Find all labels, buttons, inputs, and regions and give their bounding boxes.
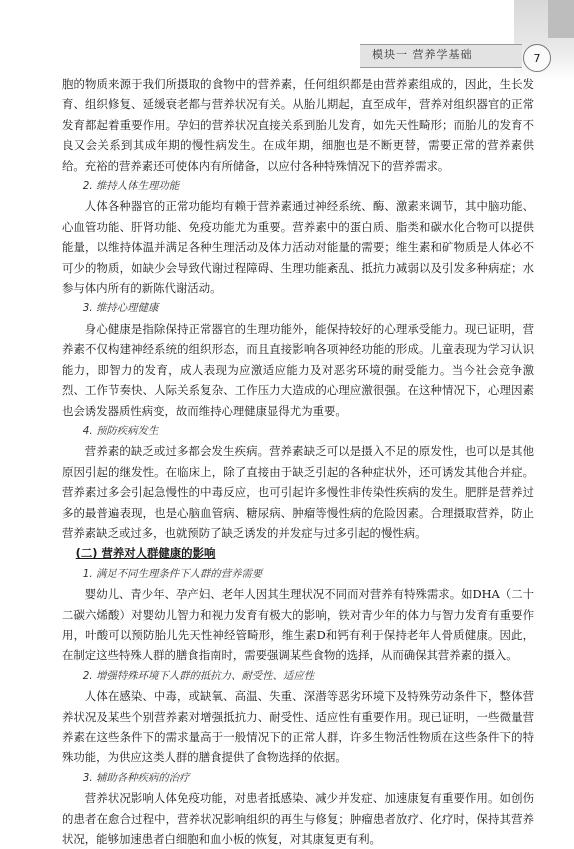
paragraph-s2: 人体在感染、中毒，或缺氧、高温、失重、深潜等恶劣环境下及特殊劳动条件下，整体营养状况及某些个别营养素对增强抵抗力、耐受性、适应性有重要作用。现已证明，一些微量营养素在这些条件下的需求量高于一般情况下的正常人群，许多生物活性物质在这些条件下的特殊功能，为供应这类人群的膳食提供了食物选择的依据。	[62, 689, 534, 765]
subheading-s2: 2. 增强特殊环境下人群的抵抗力、耐受性、适应性	[82, 669, 315, 682]
running-header: 模块一 营养学基础	[372, 48, 473, 61]
paragraph-4: 营养素的缺乏或过多都会发生疾病。营养素缺乏可以是摄入不足的原发性，也可以是其他原因引起的继发性。在临床上，除了直接由于缺乏引起的各种症状外，还可诱发其他合并症。营养素过多会引起急慢性的中毒反应，也可引起许多慢性非传染性疾病的发生。肥胖是营养过多的最普遍表现，也是心脑血管病、糖尿病、肿瘤等慢性病的危险因素。合理摄取营养，防止营养素缺乏或过多，也就预防了缺乏诱发的并发症与过多引起的慢性病。	[62, 444, 534, 540]
paragraph-2: 人体各种器官的正常功能均有赖于营养素通过神经系统、酶、激素来调节，其中脑功能、心血管功能、肝肾功能、免疫功能尤为重要。营养素中的蛋白质、脂类和碳水化合物可以提供能量，以维持体温并满足各种生理活动及体力活动对能量的需要；维生素和矿物质是人体必不可少的物质，如缺少会导致代谢过程障碍、生理功能紊乱、抵抗力减弱以及引发多种病症；水参与体内所有的新陈代谢活动。	[62, 199, 534, 296]
subheading-s3: 3. 辅助各种疾病的治疗	[82, 771, 190, 784]
paragraph-s3: 营养状况影响人体免疫功能，对患者抵感染、减少并发症、加速康复有重要作用。如创伤的患者在愈合过程中，营养状况影响组织的再生与修复；肿瘤患者放疗、化疗时，保持其营养状况，能够加速患者白细胞和血小板的恢复，对其康复更有利。	[62, 791, 534, 847]
section-heading-2: (二) 营养对人群健康的影响	[75, 546, 216, 561]
body-text	[62, 74, 534, 849]
subheading-2: 2. 维持人体生理功能	[82, 180, 180, 193]
page-number: 7	[523, 44, 551, 72]
paragraph-s1: 婴幼儿、青少年、孕产妇、老年人因其生理状况不同而对营养有特殊需求。如DHA（二十二碳六烯酸）对婴幼儿智力和视力发育有极大的影响，铁对青少年的体力与智力发育有重要作用，叶酸可以预防胎儿先天性神经管畸形，维生素D和钙有利于保持老年人骨质健康。因此，在制定这些特殊人群的膳食指南时，需要强调某些食物的选择，从而确保其营养素的摄入。	[62, 587, 534, 663]
subheading-4: 4. 预防疾病发生	[82, 424, 159, 437]
paragraph-intro: 胞的物质来源于我们所摄取的食物中的营养素，任何组织都是由营养素组成的，因此，生长发育、组织修复、延缓衰老都与营养状况有关。从胎儿期起，直至成年，营养对组织器官的正常发育都起着重要作用。孕妇的营养状况直接关系到胎儿发育，如先天性畸形；而胎儿的发育不良又会关系到其成年期的慢性病发生。在成年期，细胞也是不断更替，需要正常的营养素供给。充裕的营养素还可使体内有所储备，以应付各种特殊情况下的营养需求。	[62, 77, 534, 173]
subheading-s1: 1. 满足不同生理条件下人群的营养需要	[82, 567, 263, 580]
paragraph-3: 身心健康是指除保持正常器官的生理功能外，能保持较好的心理承受能力。现已证明，营养素不仅构建神经系统的组织形态，而且直接影响各项神经功能的形成。儿童表现为学习认识能力，即智力的发育，成人表现为应激适应能力及对恶劣环境的耐受能力。当今社会竞争激烈、工作节奏快、人际关系复杂、工作压力大造成的心理应激很强。在这种情况下，心理因素也会诱发器质性病变，故而维持心理健康显得尤为重要。	[62, 321, 534, 418]
subheading-3: 3. 维持心理健康	[82, 302, 159, 315]
